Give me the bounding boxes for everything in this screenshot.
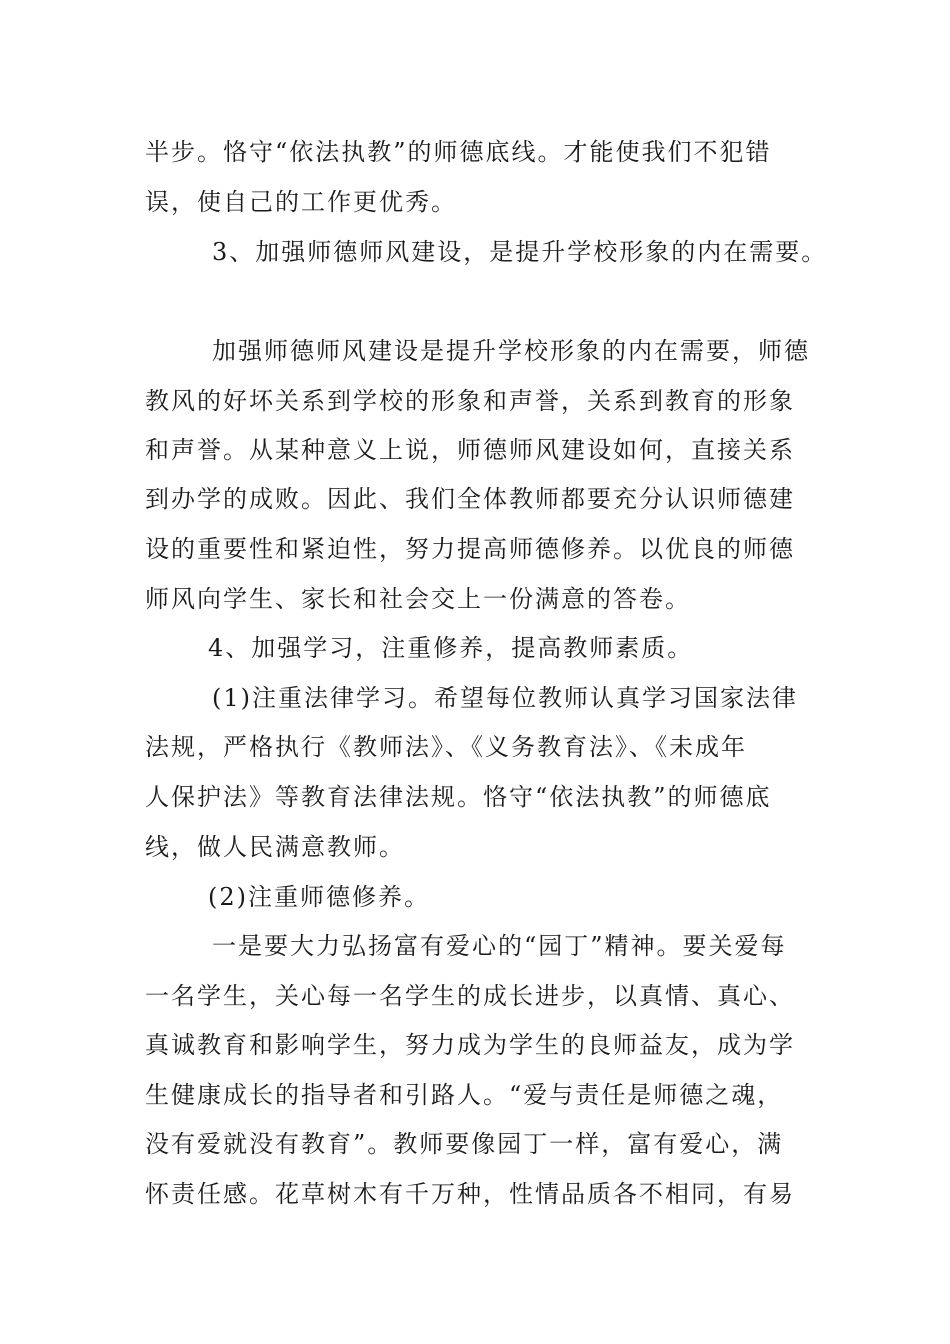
text-line: 一名学生，关心每一名学生的成长进步，以真情、真心、 [145, 982, 795, 1010]
text-line: 半步。恪守“依法执教”的师德底线。才能使我们不犯错 [145, 138, 772, 166]
section-heading-3: 3、加强师德师风建设，是提升学校形象的内在需要。 [212, 238, 828, 266]
text-line: 真诚教育和影响学生，努力成为学生的良师益友，成为学 [145, 1031, 795, 1059]
text-line: (1)注重法律学习。希望每位教师认真学习国家法律 [212, 684, 798, 712]
text-line: 没有爱就没有教育”。教师要像园丁一样，富有爱心，满 [145, 1130, 784, 1158]
text-line: 人保护法》等教育法律法规。恪守“依法执教”的师德底 [145, 783, 772, 811]
subsection-heading: (2)注重师德修养。 [208, 883, 430, 911]
text-line: 法规，严格执行《教师法》、《义务教育法》、《未成年 [145, 733, 747, 761]
text-line: 怀责任感。花草树木有千万种，性情品质各不相同，有易 [145, 1180, 795, 1208]
text-line: 设的重要性和紧迫性，努力提高师德修养。以优良的师德 [145, 535, 795, 563]
text-line: 到办学的成败。因此、我们全体教师都要充分认识师德建 [145, 485, 795, 513]
text-line: 和声誉。从某种意义上说，师德师风建设如何，直接关系 [145, 436, 795, 464]
text-line: 线，做人民满意教师。 [145, 833, 405, 861]
section-heading-4: 4、加强学习，注重修养，提高教师素质。 [208, 634, 694, 662]
text-line: 一是要大力弘扬富有爱心的“园丁”精神。要关爱每 [212, 932, 787, 960]
text-line: 误，使自己的工作更优秀。 [145, 188, 457, 216]
text-line: 加强师德师风建设是提升学校形象的内在需要，师德 [212, 337, 810, 365]
text-line: 教风的好坏关系到学校的形象和声誉，关系到教育的形象 [145, 387, 795, 415]
text-line: 师风向学生、家长和社会交上一份满意的答卷。 [145, 585, 691, 613]
text-line: 生健康成长的指导者和引路人。“爱与责任是师德之魂， [145, 1081, 784, 1109]
